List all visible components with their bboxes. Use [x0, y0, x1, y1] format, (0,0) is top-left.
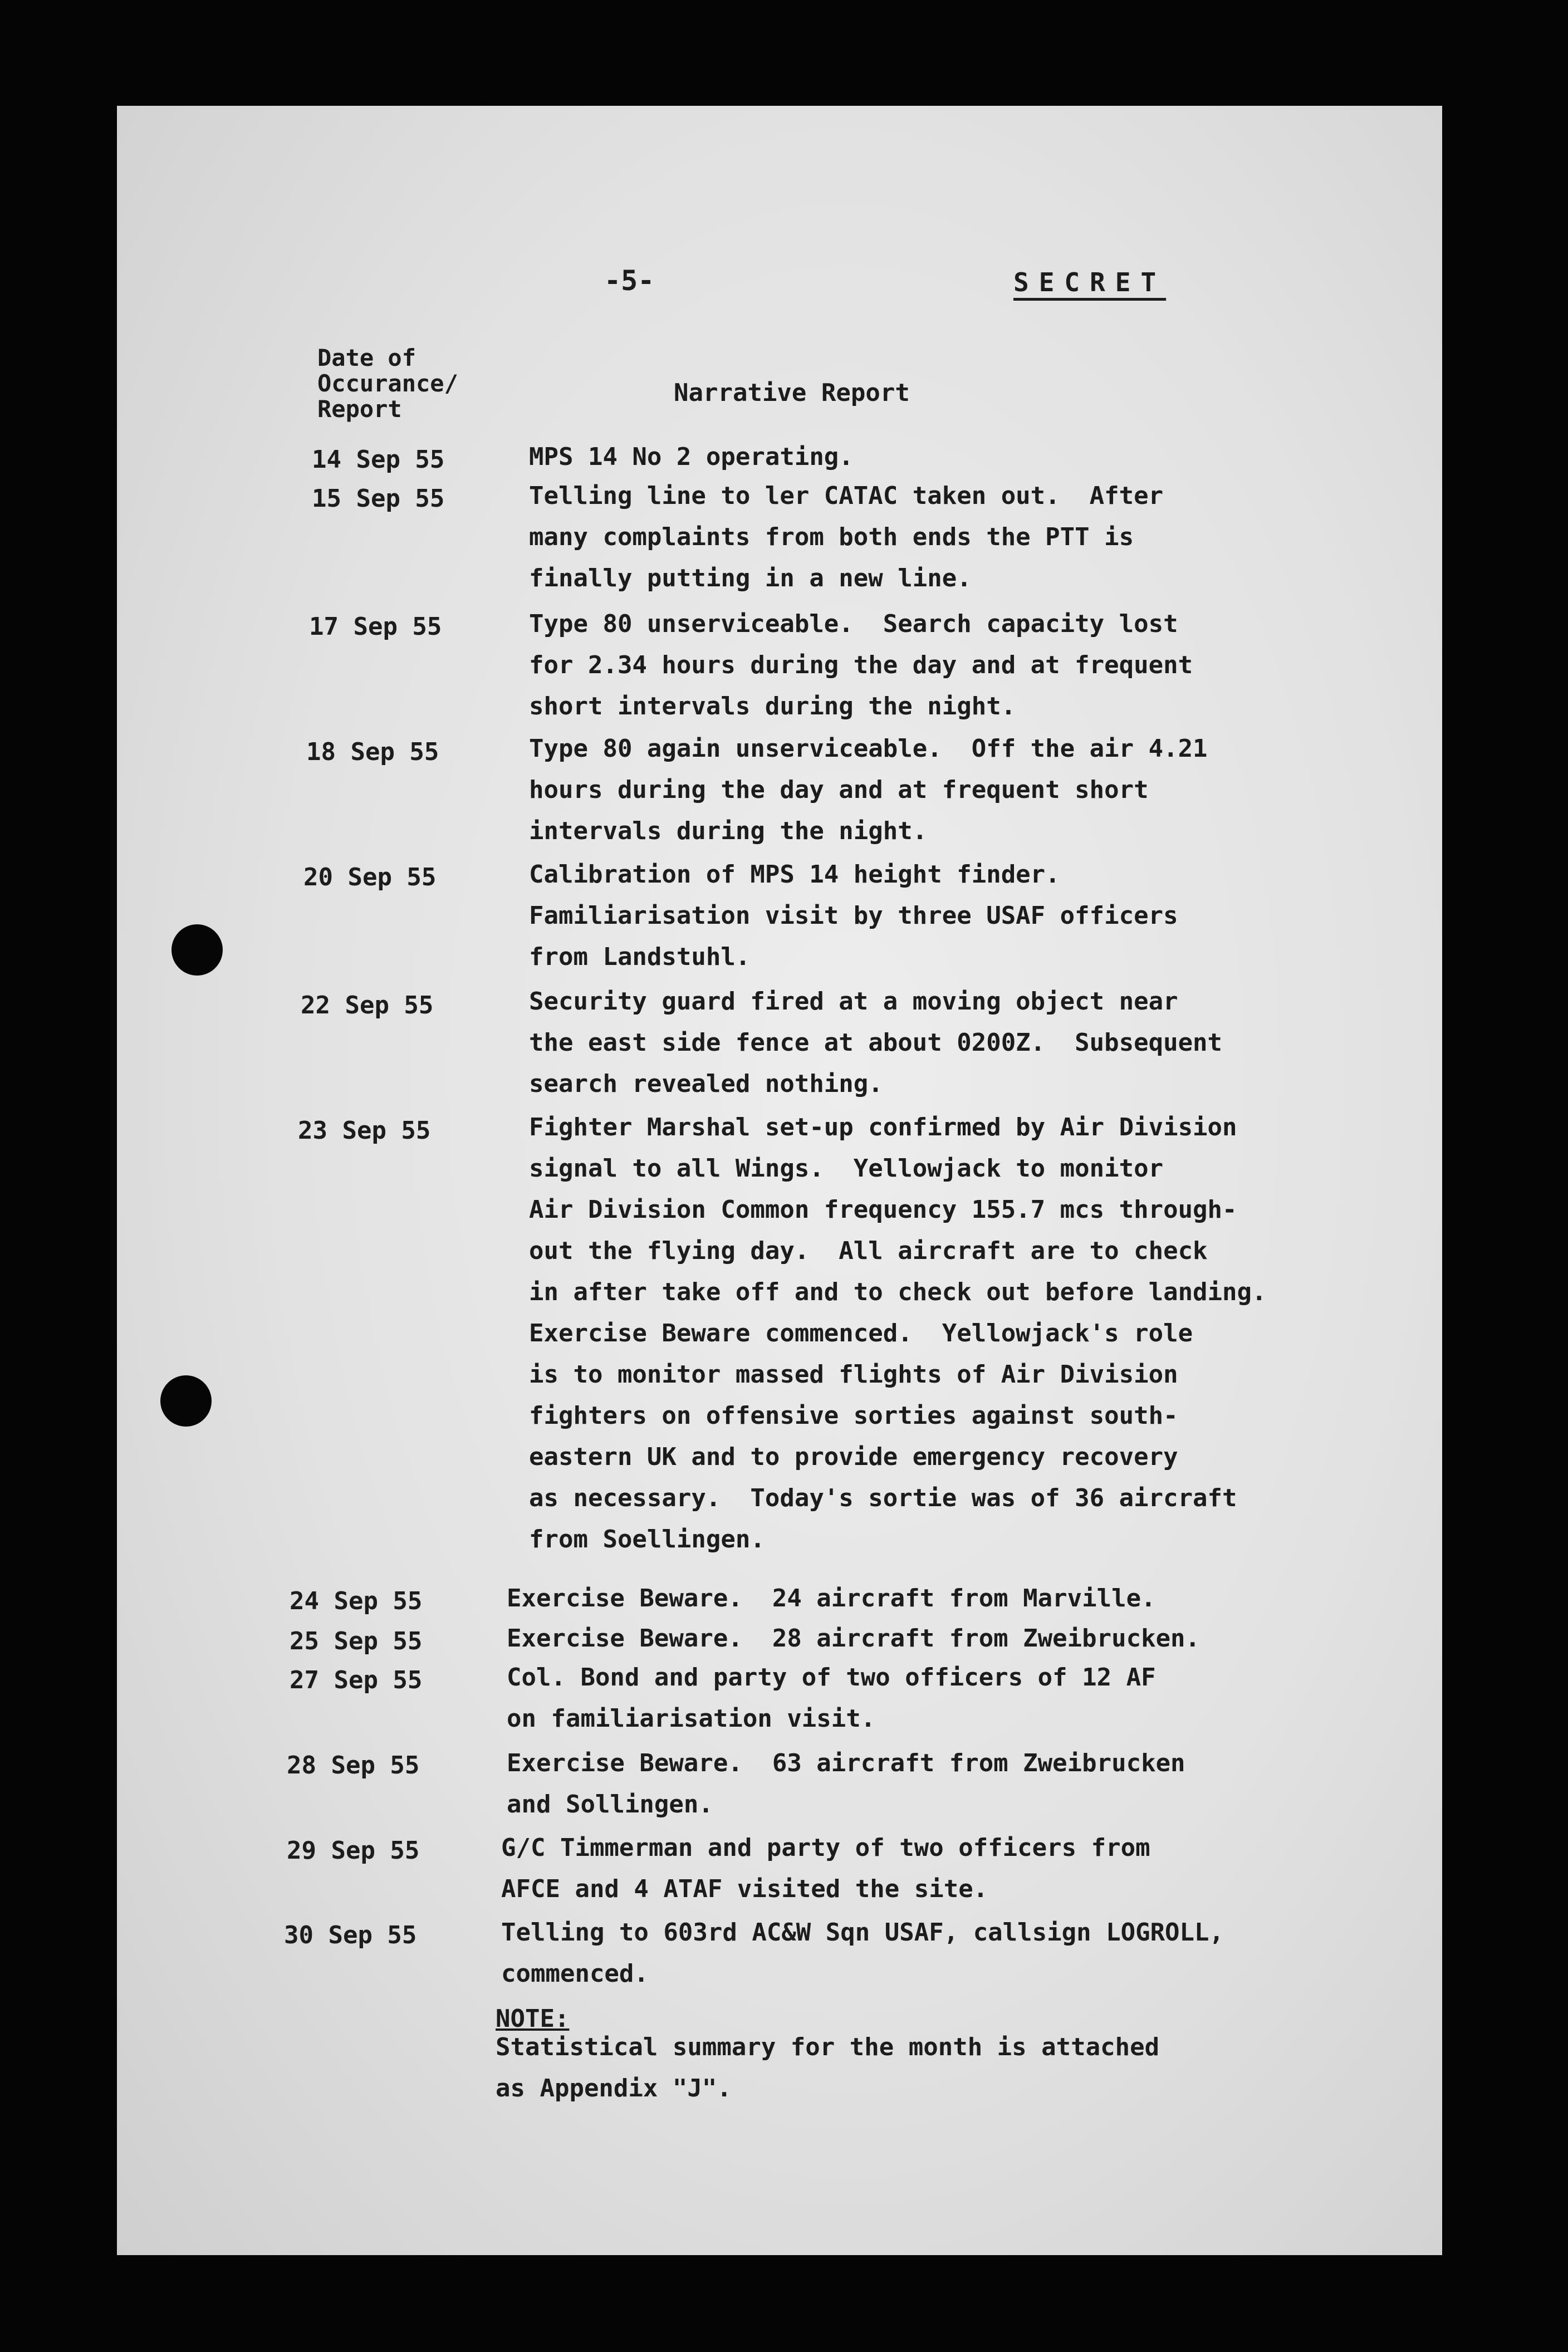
entry-text: Exercise Beware. 24 aircraft from Marville. [507, 1584, 1156, 1613]
entry-text: MPS 14 No 2 operating. [529, 443, 854, 471]
entry-date: 15 Sep 55 [312, 484, 445, 513]
entry-text: Telling to 603rd AC&W Sqn USAF, callsign LOGROLL, commenced. [501, 1918, 1224, 1988]
entry-text: G/C Timmerman and party of two officers from AFCE and 4 ATAF visited the site. [501, 1834, 1150, 1903]
entry-date: 23 Sep 55 [298, 1116, 431, 1145]
document-page [117, 106, 1442, 2255]
entry-text: Exercise Beware. 28 aircraft from Zweibrucken. [507, 1624, 1200, 1653]
entry-date: 20 Sep 55 [303, 863, 437, 891]
page-number: -5- [604, 264, 655, 297]
entry-text: Type 80 unserviceable. Search capacity lost for 2.34 hours during the day and at frequent short intervals during the night. [529, 610, 1193, 721]
entry-date: 18 Sep 55 [306, 738, 439, 766]
classification-marking: SECRET [1013, 267, 1167, 297]
entry-text: Type 80 again unserviceable. Off the air 4.21 hours during the day and at frequent short intervals during the night. [529, 734, 1208, 845]
entry-text: Security guard fired at a moving object near the east side fence at about 0200Z. Subsequent search revealed nothing. [529, 987, 1223, 1098]
entry-date: 14 Sep 55 [312, 445, 445, 474]
note-text: Statistical summary for the month is attached as Appendix "J". [496, 2033, 1160, 2103]
entry-text: Exercise Beware. 63 aircraft from Zweibrucken and Sollingen. [507, 1749, 1185, 1819]
entry-date: 24 Sep 55 [290, 1587, 423, 1615]
entry-date: 27 Sep 55 [290, 1666, 423, 1694]
date-column-header: Date of Occurance/ Report [317, 344, 458, 423]
entry-date: 22 Sep 55 [301, 991, 434, 1020]
entry-date: 28 Sep 55 [287, 1751, 420, 1780]
entry-text: Col. Bond and party of two officers of 12 AF on familiarisation visit. [507, 1663, 1156, 1733]
note-label: NOTE: [496, 2005, 570, 2033]
entry-text: Fighter Marshal set-up confirmed by Air Division signal to all Wings. Yellowjack to monitor Air Division Common frequency 155.7 mcs through- out the flying day. All aircraft are to check in after take off and to check out before landing. Exercise Beware commenced. Yellowjack's role is to monitor massed flights of Air Division fighters on offensive sorties against south- eastern UK and to provide emergency recovery as necessary. Today's sortie was of 36 aircraft from Soellingen. [529, 1113, 1267, 1554]
entry-text: Calibration of MPS 14 height finder. Familiarisation visit by three USAF officers from Landstuhl. [529, 860, 1178, 971]
entry-text: Telling line to ler CATAC taken out. After many complaints from both ends the PTT is finally putting in a new line. [529, 482, 1164, 592]
entry-date: 29 Sep 55 [287, 1836, 420, 1865]
entry-date: 30 Sep 55 [284, 1921, 417, 1949]
entry-date: 25 Sep 55 [290, 1627, 423, 1655]
binder-hole [160, 1375, 212, 1427]
entry-date: 17 Sep 55 [309, 612, 442, 641]
narrative-column-header: Narrative Report [674, 379, 910, 407]
binder-hole [171, 924, 223, 976]
